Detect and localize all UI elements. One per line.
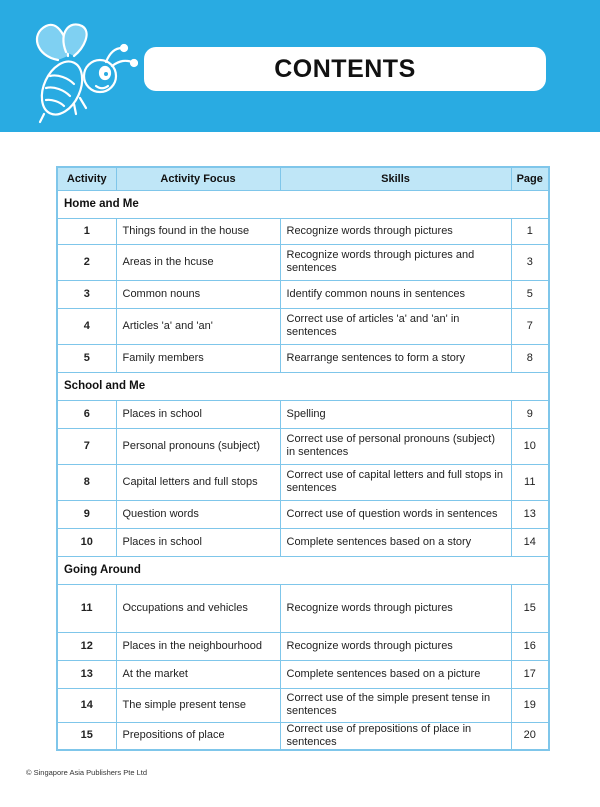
activity-focus: Prepositions of place: [116, 722, 280, 750]
activity-skills: Correct use of the simple present tense in sentences: [280, 688, 511, 722]
title-banner: [144, 47, 546, 91]
table-row: [57, 344, 549, 372]
page-number: 11: [511, 464, 549, 500]
activity-skills: Complete sentences based on a story: [280, 528, 511, 556]
table-row: [57, 244, 549, 280]
page-number: 3: [511, 244, 549, 280]
table-row: [57, 280, 549, 308]
section-title: Going Around: [57, 556, 549, 584]
activity-focus: The simple present tense: [116, 688, 280, 722]
section-title: Home and Me: [57, 190, 549, 218]
section-row: [57, 190, 549, 218]
contents-table: [56, 166, 550, 751]
activity-skills: Recognize words through pictures: [280, 218, 511, 244]
activity-number: 11: [57, 584, 116, 632]
activity-number: 9: [57, 500, 116, 528]
activity-number: 2: [57, 244, 116, 280]
activity-number: 5: [57, 344, 116, 372]
activity-number: 1: [57, 218, 116, 244]
activity-skills: Recognize words through pictures: [280, 632, 511, 660]
activity-skills: Recognize words through pictures and sentences: [280, 244, 511, 280]
activity-focus: Areas in the hcuse: [116, 244, 280, 280]
activity-skills: Correct use of articles 'a' and 'an' in sentences: [280, 308, 511, 344]
bee-mascot-icon: [28, 16, 138, 128]
column-header-page: Page: [511, 167, 549, 190]
table-row: [57, 688, 549, 722]
activity-number: 12: [57, 632, 116, 660]
table-row: [57, 528, 549, 556]
activity-focus: Family members: [116, 344, 280, 372]
activity-number: 4: [57, 308, 116, 344]
activity-focus: Places in school: [116, 400, 280, 428]
table-row: [57, 660, 549, 688]
activity-skills: Correct use of question words in sentences: [280, 500, 511, 528]
activity-focus: Things found in the house: [116, 218, 280, 244]
activity-number: 10: [57, 528, 116, 556]
activity-number: 15: [57, 722, 116, 750]
activity-focus: At the market: [116, 660, 280, 688]
table-row: [57, 428, 549, 464]
section-row: [57, 372, 549, 400]
page-title: CONTENTS: [274, 54, 416, 83]
activity-skills: Rearrange sentences to form a story: [280, 344, 511, 372]
activity-focus: Question words: [116, 500, 280, 528]
page-number: 17: [511, 660, 549, 688]
page-number: 10: [511, 428, 549, 464]
activity-focus: Common nouns: [116, 280, 280, 308]
activity-skills: Correct use of personal pronouns (subject) in sentences: [280, 428, 511, 464]
table-row: [57, 308, 549, 344]
page-number: 14: [511, 528, 549, 556]
column-header-activity: Activity: [57, 167, 116, 190]
page-number: 20: [511, 722, 549, 750]
column-header-skills: Skills: [280, 167, 511, 190]
page-number: 9: [511, 400, 549, 428]
table-row: [57, 500, 549, 528]
page-number: 8: [511, 344, 549, 372]
activity-skills: Spelling: [280, 400, 511, 428]
page-number: 5: [511, 280, 549, 308]
column-header-focus: Activity Focus: [116, 167, 280, 190]
activity-number: 13: [57, 660, 116, 688]
activity-skills: Identify common nouns in sentences: [280, 280, 511, 308]
activity-skills: Correct use of prepositions of place in sentences: [280, 722, 511, 750]
table-row: [57, 584, 549, 632]
section-row: [57, 556, 549, 584]
activity-number: 7: [57, 428, 116, 464]
section-title: School and Me: [57, 372, 549, 400]
page-number: 1: [511, 218, 549, 244]
activity-focus: Occupations and vehicles: [116, 584, 280, 632]
activity-focus: Places in school: [116, 528, 280, 556]
page-number: 13: [511, 500, 549, 528]
activity-focus: Capital letters and full stops: [116, 464, 280, 500]
activity-skills: Correct use of capital letters and full stops in sentences: [280, 464, 511, 500]
table-row: [57, 464, 549, 500]
page-number: 19: [511, 688, 549, 722]
activity-number: 3: [57, 280, 116, 308]
activity-number: 8: [57, 464, 116, 500]
table-row: [57, 218, 549, 244]
table-header-row: [57, 167, 549, 190]
table-row: [57, 722, 549, 750]
activity-number: 6: [57, 400, 116, 428]
page-number: 16: [511, 632, 549, 660]
activity-skills: Complete sentences based on a picture: [280, 660, 511, 688]
activity-focus: Places in the neighbourhood: [116, 632, 280, 660]
activity-number: 14: [57, 688, 116, 722]
page-number: 7: [511, 308, 549, 344]
activity-focus: Personal pronouns (subject): [116, 428, 280, 464]
table-row: [57, 632, 549, 660]
activity-focus: Articles 'a' and 'an': [116, 308, 280, 344]
table-row: [57, 400, 549, 428]
copyright-text: © Singapore Asia Publishers Pte Ltd: [26, 768, 148, 777]
activity-skills: Recognize words through pictures: [280, 584, 511, 632]
page-number: 15: [511, 584, 549, 632]
